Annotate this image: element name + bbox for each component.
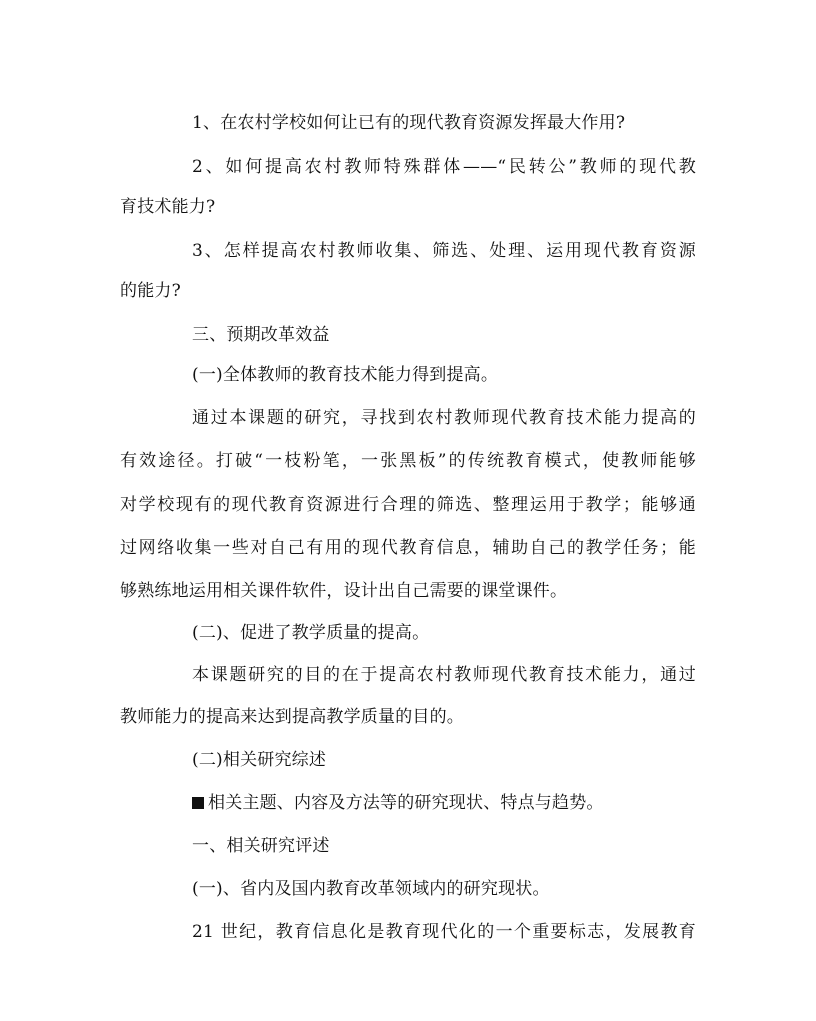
paragraph-2-line-1: 本课题研究的目的在于提高农村教师现代教育技术能力，通过	[192, 665, 696, 685]
subheading-1: (一)全体教师的教育技术能力得到提高。	[192, 365, 499, 385]
paragraph-2-line-2: 教师能力的提高来达到提高教学质量的目的。	[120, 707, 464, 727]
paragraph-1-line-1: 通过本课题的研究，寻找到农村教师现代教育技术能力提高的	[192, 408, 696, 428]
paragraph-1-line-3: 对学校现有的现代教育资源进行合理的筛选、整理运用于教学；能够通	[120, 495, 696, 515]
paragraph-3-line-1: 21 世纪，教育信息化是教育现代化的一个重要标志，发展教育	[192, 922, 696, 942]
question-3-line-1: 3、怎样提高农村教师收集、筛选、处理、运用现代教育资源	[192, 241, 696, 261]
subheading-3: (一)、省内及国内教育改革领域内的研究现状。	[192, 879, 550, 899]
paragraph-1-line-5: 够熟练地运用相关课件软件，设计出自己需要的课堂课件。	[120, 581, 568, 601]
subheading-related-research: (二)相关研究综述	[192, 750, 327, 770]
question-3-line-2: 的能力?	[120, 281, 181, 301]
subheading-2: (二)、促进了教学质量的提高。	[192, 623, 430, 643]
question-1: 1、在农村学校如何让已有的现代教育资源发挥最大作用?	[192, 113, 626, 133]
paragraph-1-line-2: 有效途径。打破“一枝粉笔，一张黑板”的传统教育模式，使教师能够	[120, 451, 696, 471]
paragraph-1-line-4: 过网络收集一些对自己有用的现代教育信息，辅助自己的教学任务；能	[120, 538, 696, 558]
section-heading-3: 三、预期改革效益	[192, 325, 330, 345]
bullet-text: 相关主题、内容及方法等的研究现状、特点与趋势。	[208, 793, 604, 813]
bullet-item	[192, 788, 604, 813]
square-bullet-icon	[192, 797, 204, 809]
question-2-line-2: 育技术能力?	[120, 197, 216, 217]
question-2-line-1: 2、如何提高农村教师特殊群体——“民转公”教师的现代教	[192, 157, 696, 177]
section-heading-1: 一、相关研究评述	[192, 836, 330, 856]
